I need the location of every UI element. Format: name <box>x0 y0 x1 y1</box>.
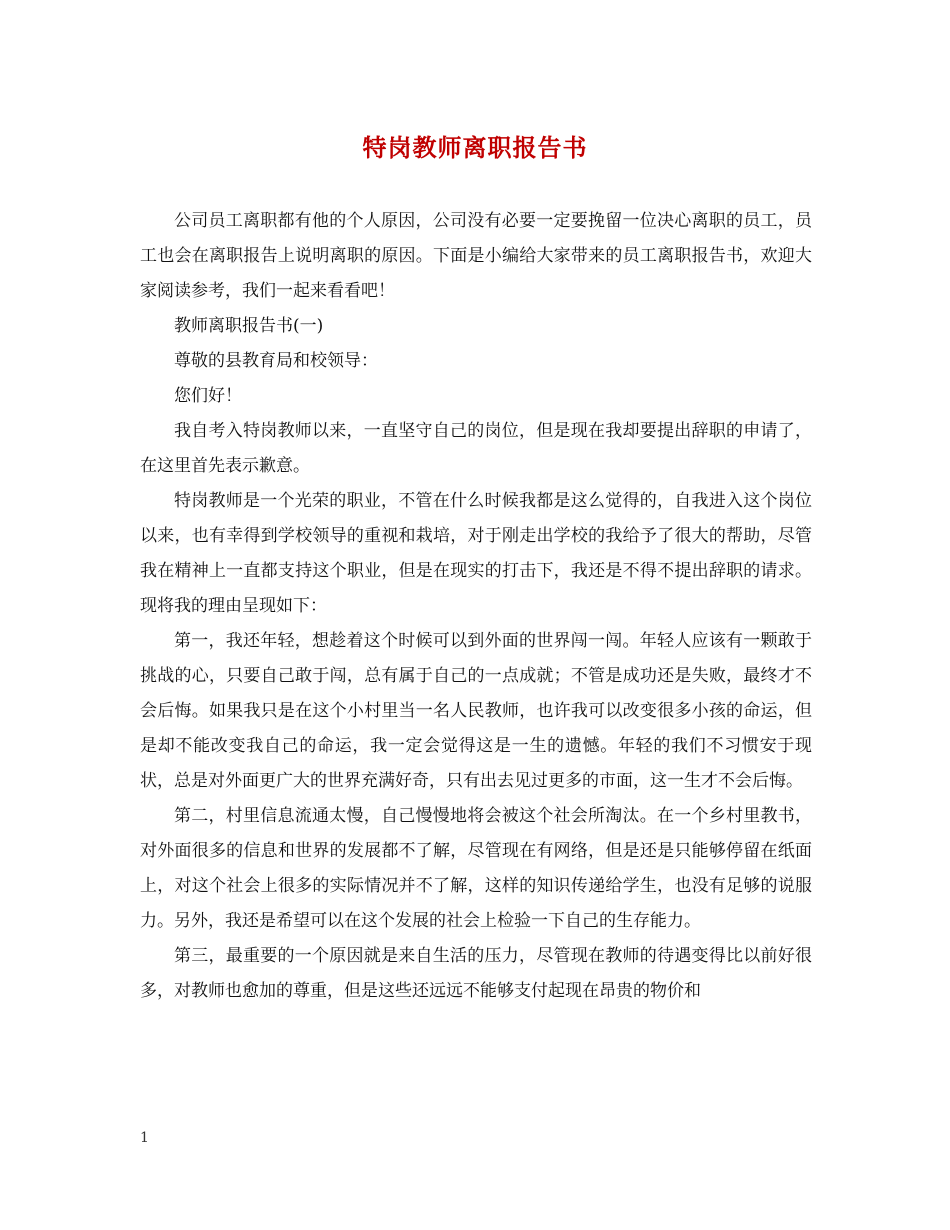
document-title: 特岗教师离职报告书 <box>362 133 588 162</box>
paragraph-opening: 我自考入特岗教师以来，一直坚守自己的岗位，但是现在我却要提出辞职的申请了，在这里首先表示歉意。 <box>140 421 812 476</box>
paragraph-reason-two: 第二，村里信息流通太慢，自己慢慢地将会被这个社会所淘汰。在一个乡村里教书，对外面很多的信息和世界的发展都不了解，尽管现在有网络，但是还是只能够停留在纸面上，对这个社会上很多的实际情况并不了解，这样的知识传递给学生，也没有足够的说服力。另外，我还是希望可以在这个发展的社会上检验一下自己的生存能力。 <box>140 806 812 931</box>
paragraph-background: 特岗教师是一个光荣的职业，不管在什么时候我都是这么觉得的，自我进入这个岗位以来，也有幸得到学校领导的重视和栽培，对于刚走出学校的我给予了很大的帮助，尽管我在精神上一直都支持这个职业，但是在现实的打击下，我还是不得不提出辞职的请求。现将我的理由呈现如下： <box>140 491 812 616</box>
page-number: 1 <box>140 1130 149 1146</box>
document-body <box>140 204 812 1009</box>
paragraph-greeting: 您们好！ <box>174 386 242 406</box>
paragraph-intro: 公司员工离职都有他的个人原因，公司没有必要一定要挽留一位决心离职的员工，员工也会在离职报告上说明离职的原因。下面是小编给大家带来的员工离职报告书，欢迎大家阅读参考，我们一起来看看吧！ <box>140 211 812 301</box>
paragraph-reason-three: 第三，最重要的一个原因就是来自生活的压力，尽管现在教师的待遇变得比以前好很多，对教师也愈加的尊重，但是这些还远远不能够支付起现在昂贵的物价和 <box>140 946 812 1001</box>
paragraph-salutation: 尊敬的县教育局和校领导： <box>174 351 378 371</box>
paragraph-section-heading: 教师离职报告书(一) <box>174 316 324 336</box>
paragraph-reason-one: 第一，我还年轻，想趁着这个时候可以到外面的世界闯一闯。年轻人应该有一颗敢于挑战的心，只要自己敢于闯，总有属于自己的一点成就；不管是成功还是失败，最终才不会后悔。如果我只是在这个小村里当一名人民教师，也许我可以改变很多小孩的命运，但是却不能改变我自己的命运，我一定会觉得这是一生的遗憾。年轻的我们不习惯安于现状，总是对外面更广大的世界充满好奇，只有出去见过更多的市面，这一生才不会后悔。 <box>140 631 812 791</box>
